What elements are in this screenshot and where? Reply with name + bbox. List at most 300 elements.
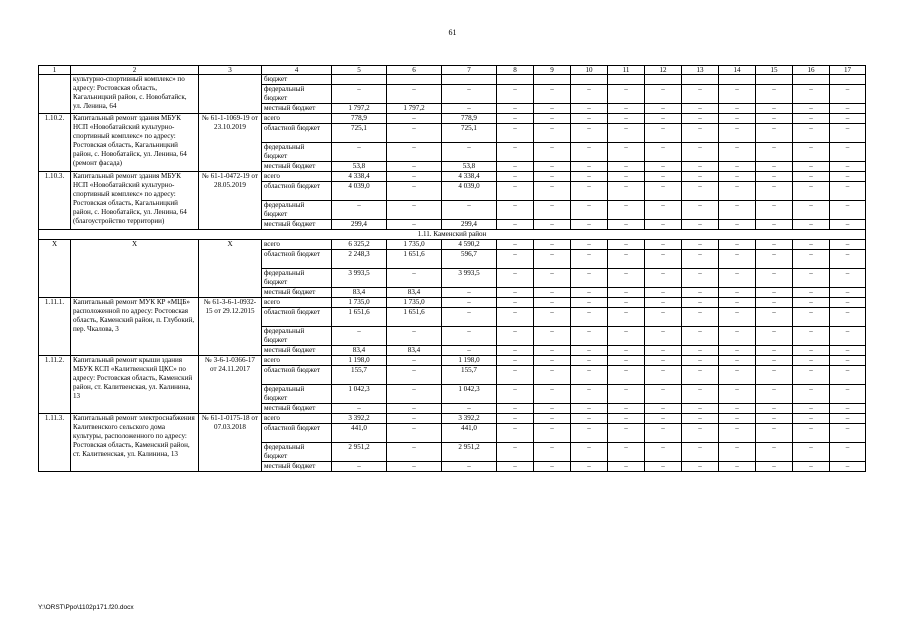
budget-source: областной бюджет bbox=[262, 124, 332, 143]
year-amount-cell: – bbox=[793, 104, 830, 114]
budget-source: местный бюджет bbox=[262, 404, 332, 414]
year-amount-cell: – bbox=[682, 114, 719, 124]
year-amount-cell: – bbox=[719, 124, 756, 143]
amount-cell: 1 797,2 bbox=[387, 104, 442, 114]
year-amount-cell: – bbox=[645, 182, 682, 201]
year-amount-cell: – bbox=[756, 269, 793, 288]
year-amount-cell: – bbox=[830, 114, 866, 124]
year-amount-cell: – bbox=[756, 104, 793, 114]
column-number: 11 bbox=[608, 66, 645, 75]
amount-cell: 4 338,4 bbox=[332, 172, 387, 182]
amount-cell: – bbox=[442, 346, 497, 356]
object-description: Капитальный ремонт здания МБУК НСП «Новобатайский культурно-спортивный комплекс» по адресу: Ростовская область, Кагальницкий район, с. Новобатайск, ул. Ленина, 64 (благоустройство территории) bbox=[71, 172, 199, 230]
year-amount-cell: – bbox=[830, 201, 866, 220]
budget-source: местный бюджет bbox=[262, 220, 332, 230]
expertise-number bbox=[199, 75, 262, 114]
year-amount-cell: – bbox=[756, 443, 793, 462]
budget-source: местный бюджет bbox=[262, 162, 332, 172]
year-amount-cell: – bbox=[608, 269, 645, 288]
year-amount-cell: – bbox=[534, 269, 571, 288]
year-amount-cell: – bbox=[497, 404, 534, 414]
item-number: 1.10.2. bbox=[39, 114, 71, 172]
year-amount-cell: – bbox=[608, 182, 645, 201]
year-amount-cell: – bbox=[830, 356, 866, 366]
year-amount-cell: – bbox=[608, 124, 645, 143]
amount-cell: 441,0 bbox=[332, 424, 387, 443]
amount-cell: – bbox=[387, 124, 442, 143]
year-amount-cell: – bbox=[756, 462, 793, 472]
table-row bbox=[39, 240, 866, 250]
year-amount-cell: – bbox=[682, 182, 719, 201]
year-amount-cell: – bbox=[793, 143, 830, 162]
year-amount-cell: – bbox=[645, 220, 682, 230]
year-amount-cell: – bbox=[793, 172, 830, 182]
year-amount-cell: – bbox=[756, 162, 793, 172]
year-amount-cell: – bbox=[719, 172, 756, 182]
amount-cell: 1 797,2 bbox=[332, 104, 387, 114]
amount-cell: – bbox=[332, 327, 387, 346]
column-number: 8 bbox=[497, 66, 534, 75]
object-description: Капитальный ремонт МУК КР «МЦБ» расположенной по адресу: Ростовская область, Каменский район, п. Глубокий, пер. Чкалова, 3 bbox=[71, 298, 199, 356]
year-amount-cell: – bbox=[497, 298, 534, 308]
section-title: 1.11. Каменский район bbox=[39, 230, 866, 240]
amount-cell: – bbox=[387, 201, 442, 220]
amount-cell: 3 993,5 bbox=[442, 269, 497, 288]
year-amount-cell: – bbox=[497, 346, 534, 356]
year-amount-cell: – bbox=[793, 288, 830, 298]
amount-cell: – bbox=[387, 220, 442, 230]
year-amount-cell: – bbox=[608, 385, 645, 404]
year-amount-cell: – bbox=[793, 250, 830, 269]
amount-cell: 4 590,2 bbox=[442, 240, 497, 250]
year-amount-cell: – bbox=[534, 104, 571, 114]
year-amount-cell: – bbox=[756, 250, 793, 269]
year-amount-cell: – bbox=[756, 308, 793, 327]
year-amount-cell: – bbox=[830, 308, 866, 327]
amount-cell: – bbox=[387, 404, 442, 414]
amount-cell: – bbox=[387, 182, 442, 201]
amount-cell: 1 198,0 bbox=[442, 356, 497, 366]
year-amount-cell: – bbox=[830, 124, 866, 143]
year-amount-cell: – bbox=[645, 124, 682, 143]
amount-cell: – bbox=[387, 85, 442, 104]
year-amount-cell: – bbox=[571, 85, 608, 104]
amount-cell: – bbox=[442, 104, 497, 114]
budget-source: федеральный бюджет bbox=[262, 201, 332, 220]
year-amount-cell: – bbox=[645, 356, 682, 366]
year-amount-cell: – bbox=[497, 172, 534, 182]
year-amount-cell bbox=[645, 75, 682, 85]
year-amount-cell: – bbox=[756, 356, 793, 366]
year-amount-cell: – bbox=[793, 308, 830, 327]
year-amount-cell bbox=[682, 75, 719, 85]
year-amount-cell: – bbox=[608, 462, 645, 472]
year-amount-cell: – bbox=[608, 250, 645, 269]
year-amount-cell: – bbox=[497, 104, 534, 114]
amount-cell: 155,7 bbox=[332, 366, 387, 385]
column-number: 2 bbox=[71, 66, 199, 75]
year-amount-cell: – bbox=[793, 124, 830, 143]
amount-cell bbox=[387, 75, 442, 85]
year-amount-cell: – bbox=[830, 288, 866, 298]
year-amount-cell: – bbox=[534, 462, 571, 472]
amount-cell: 1 651,6 bbox=[387, 308, 442, 327]
year-amount-cell: – bbox=[830, 85, 866, 104]
amount-cell: 1 042,3 bbox=[332, 385, 387, 404]
year-amount-cell: – bbox=[719, 404, 756, 414]
amount-cell: – bbox=[332, 462, 387, 472]
year-amount-cell bbox=[719, 75, 756, 85]
budget-source: федеральный бюджет bbox=[262, 85, 332, 104]
year-amount-cell: – bbox=[497, 240, 534, 250]
expertise-number: № 3-6-1-0366-17 от 24.11.2017 bbox=[199, 356, 262, 414]
amount-cell: – bbox=[442, 462, 497, 472]
year-amount-cell: – bbox=[830, 269, 866, 288]
year-amount-cell: – bbox=[645, 327, 682, 346]
year-amount-cell: – bbox=[682, 162, 719, 172]
year-amount-cell: – bbox=[756, 366, 793, 385]
year-amount-cell: – bbox=[608, 162, 645, 172]
year-amount-cell: – bbox=[756, 346, 793, 356]
year-amount-cell: – bbox=[793, 182, 830, 201]
year-amount-cell: – bbox=[756, 414, 793, 424]
expertise-number: № 61-3-6-1-0932-15 от 29.12.2015 bbox=[199, 298, 262, 356]
year-amount-cell: – bbox=[608, 220, 645, 230]
year-amount-cell: – bbox=[682, 288, 719, 298]
amount-cell: – bbox=[332, 85, 387, 104]
year-amount-cell: – bbox=[497, 114, 534, 124]
amount-cell: – bbox=[387, 143, 442, 162]
year-amount-cell: – bbox=[830, 250, 866, 269]
year-amount-cell: – bbox=[608, 85, 645, 104]
year-amount-cell: – bbox=[608, 308, 645, 327]
amount-cell: – bbox=[442, 327, 497, 346]
year-amount-cell: – bbox=[571, 424, 608, 443]
budget-source: местный бюджет bbox=[262, 462, 332, 472]
amount-cell: 1 651,6 bbox=[332, 308, 387, 327]
budget-source: местный бюджет bbox=[262, 104, 332, 114]
year-amount-cell: – bbox=[497, 269, 534, 288]
year-amount-cell: – bbox=[756, 385, 793, 404]
year-amount-cell: – bbox=[608, 346, 645, 356]
year-amount-cell: – bbox=[497, 308, 534, 327]
year-amount-cell: – bbox=[756, 298, 793, 308]
year-amount-cell: – bbox=[756, 85, 793, 104]
year-amount-cell: – bbox=[830, 162, 866, 172]
year-amount-cell: – bbox=[682, 346, 719, 356]
object-description: Капитальный ремонт здания МБУК НСП «Новобатайский культурно-спортивный комплекс» по адресу: Ростовская область, Кагальницкий район, с. Новобатайск, ул. Ленина, 64 (ремонт фасада) bbox=[71, 114, 199, 172]
budget-source: областной бюджет bbox=[262, 308, 332, 327]
year-amount-cell: – bbox=[645, 308, 682, 327]
year-amount-cell: – bbox=[719, 385, 756, 404]
amount-cell: 53,8 bbox=[332, 162, 387, 172]
year-amount-cell: – bbox=[682, 443, 719, 462]
year-amount-cell: – bbox=[497, 414, 534, 424]
year-amount-cell: – bbox=[534, 424, 571, 443]
year-amount-cell: – bbox=[571, 269, 608, 288]
amount-cell: 299,4 bbox=[332, 220, 387, 230]
year-amount-cell: – bbox=[645, 143, 682, 162]
budget-source: федеральный бюджет bbox=[262, 443, 332, 462]
amount-cell: – bbox=[332, 143, 387, 162]
year-amount-cell: – bbox=[645, 298, 682, 308]
year-amount-cell: – bbox=[830, 298, 866, 308]
year-amount-cell: – bbox=[645, 288, 682, 298]
year-amount-cell: – bbox=[534, 298, 571, 308]
year-amount-cell: – bbox=[497, 124, 534, 143]
year-amount-cell: – bbox=[793, 240, 830, 250]
amount-cell: 83,4 bbox=[332, 288, 387, 298]
year-amount-cell: – bbox=[793, 356, 830, 366]
column-number: 10 bbox=[571, 66, 608, 75]
amount-cell: 3 993,5 bbox=[332, 269, 387, 288]
year-amount-cell: – bbox=[719, 327, 756, 346]
year-amount-cell: – bbox=[719, 182, 756, 201]
amount-cell: 1 735,0 bbox=[332, 298, 387, 308]
object-description: культурно-спортивный комплекс» по адресу: Ростовская область, Кагальницкий район, с. Новобатайск, ул. Ленина, 64 bbox=[71, 75, 199, 114]
year-amount-cell: – bbox=[571, 346, 608, 356]
year-amount-cell: – bbox=[682, 220, 719, 230]
amount-cell: – bbox=[387, 327, 442, 346]
year-amount-cell: – bbox=[756, 424, 793, 443]
year-amount-cell: – bbox=[571, 462, 608, 472]
year-amount-cell: – bbox=[830, 182, 866, 201]
year-amount-cell: – bbox=[497, 201, 534, 220]
amount-cell: – bbox=[442, 298, 497, 308]
budget-source: местный бюджет bbox=[262, 288, 332, 298]
year-amount-cell: – bbox=[534, 201, 571, 220]
year-amount-cell: – bbox=[830, 385, 866, 404]
year-amount-cell: – bbox=[756, 288, 793, 298]
amount-cell: 4 039,0 bbox=[332, 182, 387, 201]
year-amount-cell: – bbox=[608, 327, 645, 346]
year-amount-cell: – bbox=[571, 288, 608, 298]
column-number: 3 bbox=[199, 66, 262, 75]
year-amount-cell: – bbox=[756, 182, 793, 201]
year-amount-cell: – bbox=[719, 414, 756, 424]
expertise-number: № 61-1-1069-19 от 23.10.2019 bbox=[199, 114, 262, 172]
year-amount-cell: – bbox=[497, 385, 534, 404]
year-amount-cell: – bbox=[830, 404, 866, 414]
item-number: Х bbox=[39, 240, 71, 298]
year-amount-cell: – bbox=[682, 327, 719, 346]
year-amount-cell: – bbox=[756, 172, 793, 182]
year-amount-cell: – bbox=[682, 385, 719, 404]
year-amount-cell: – bbox=[608, 414, 645, 424]
year-amount-cell: – bbox=[756, 114, 793, 124]
year-amount-cell: – bbox=[608, 240, 645, 250]
year-amount-cell: – bbox=[645, 385, 682, 404]
year-amount-cell: – bbox=[756, 240, 793, 250]
budget-source: всего bbox=[262, 356, 332, 366]
amount-cell: 778,9 bbox=[332, 114, 387, 124]
amount-cell: 441,0 bbox=[442, 424, 497, 443]
year-amount-cell: – bbox=[719, 162, 756, 172]
year-amount-cell: – bbox=[534, 250, 571, 269]
year-amount-cell: – bbox=[497, 85, 534, 104]
year-amount-cell: – bbox=[645, 366, 682, 385]
year-amount-cell: – bbox=[682, 172, 719, 182]
year-amount-cell: – bbox=[793, 462, 830, 472]
year-amount-cell: – bbox=[571, 356, 608, 366]
year-amount-cell: – bbox=[719, 288, 756, 298]
amount-cell: – bbox=[332, 404, 387, 414]
year-amount-cell bbox=[571, 75, 608, 85]
year-amount-cell: – bbox=[534, 288, 571, 298]
year-amount-cell bbox=[756, 75, 793, 85]
column-number: 17 bbox=[830, 66, 866, 75]
year-amount-cell: – bbox=[497, 220, 534, 230]
budget-source: областной бюджет bbox=[262, 182, 332, 201]
column-number: 15 bbox=[756, 66, 793, 75]
year-amount-cell: – bbox=[793, 85, 830, 104]
amount-cell: 725,1 bbox=[442, 124, 497, 143]
year-amount-cell: – bbox=[571, 443, 608, 462]
amount-cell: – bbox=[387, 462, 442, 472]
year-amount-cell: – bbox=[534, 366, 571, 385]
column-number: 13 bbox=[682, 66, 719, 75]
year-amount-cell: – bbox=[497, 327, 534, 346]
year-amount-cell: – bbox=[571, 250, 608, 269]
year-amount-cell: – bbox=[682, 269, 719, 288]
year-amount-cell: – bbox=[534, 308, 571, 327]
amount-cell: 2 951,2 bbox=[442, 443, 497, 462]
amount-cell bbox=[442, 75, 497, 85]
table-row bbox=[39, 75, 866, 85]
amount-cell: – bbox=[442, 404, 497, 414]
year-amount-cell: – bbox=[571, 308, 608, 327]
year-amount-cell: – bbox=[534, 356, 571, 366]
amount-cell: – bbox=[442, 143, 497, 162]
year-amount-cell: – bbox=[682, 143, 719, 162]
amount-cell: – bbox=[442, 308, 497, 327]
year-amount-cell: – bbox=[719, 462, 756, 472]
year-amount-cell: – bbox=[682, 404, 719, 414]
column-number: 5 bbox=[332, 66, 387, 75]
year-amount-cell: – bbox=[608, 298, 645, 308]
budget-source: федеральный бюджет bbox=[262, 327, 332, 346]
amount-cell: 596,7 bbox=[442, 250, 497, 269]
amount-cell: – bbox=[442, 85, 497, 104]
year-amount-cell: – bbox=[645, 424, 682, 443]
year-amount-cell: – bbox=[645, 414, 682, 424]
amount-cell: – bbox=[387, 443, 442, 462]
year-amount-cell: – bbox=[608, 288, 645, 298]
year-amount-cell: – bbox=[534, 443, 571, 462]
budget-source: областной бюджет bbox=[262, 250, 332, 269]
year-amount-cell: – bbox=[571, 298, 608, 308]
year-amount-cell: – bbox=[571, 220, 608, 230]
year-amount-cell: – bbox=[682, 124, 719, 143]
year-amount-cell: – bbox=[534, 385, 571, 404]
amount-cell: 53,8 bbox=[442, 162, 497, 172]
year-amount-cell: – bbox=[571, 143, 608, 162]
year-amount-cell: – bbox=[719, 443, 756, 462]
budget-source: федеральный бюджет bbox=[262, 143, 332, 162]
year-amount-cell: – bbox=[719, 201, 756, 220]
year-amount-cell: – bbox=[645, 201, 682, 220]
table-row bbox=[39, 414, 866, 424]
year-amount-cell: – bbox=[793, 443, 830, 462]
year-amount-cell: – bbox=[719, 85, 756, 104]
amount-cell: 299,4 bbox=[442, 220, 497, 230]
year-amount-cell: – bbox=[645, 240, 682, 250]
amount-cell: – bbox=[387, 269, 442, 288]
year-amount-cell: – bbox=[534, 414, 571, 424]
object-description: Капитальный ремонт электроснабжения Калитвенского сельского дома культуры, расположенного по адресу: Ростовская область, Каменский район, ст. Калитвенская, ул. Калинина, 13 bbox=[71, 414, 199, 472]
year-amount-cell: – bbox=[645, 443, 682, 462]
amount-cell: 1 042,3 bbox=[442, 385, 497, 404]
budget-source: местный бюджет bbox=[262, 346, 332, 356]
expertise-number: Х bbox=[199, 240, 262, 298]
expertise-number: № 61-1-0472-19 от 28.05.2019 bbox=[199, 172, 262, 230]
year-amount-cell: – bbox=[756, 327, 793, 346]
year-amount-cell: – bbox=[682, 104, 719, 114]
year-amount-cell: – bbox=[497, 143, 534, 162]
year-amount-cell: – bbox=[571, 404, 608, 414]
year-amount-cell: – bbox=[534, 346, 571, 356]
year-amount-cell: – bbox=[608, 114, 645, 124]
amount-cell: – bbox=[387, 172, 442, 182]
page-number: 61 bbox=[448, 28, 457, 37]
amount-cell: 155,7 bbox=[442, 366, 497, 385]
column-number: 16 bbox=[793, 66, 830, 75]
year-amount-cell bbox=[497, 75, 534, 85]
amount-cell: 83,4 bbox=[387, 288, 442, 298]
year-amount-cell: – bbox=[756, 220, 793, 230]
year-amount-cell: – bbox=[571, 124, 608, 143]
year-amount-cell: – bbox=[830, 414, 866, 424]
year-amount-cell: – bbox=[756, 201, 793, 220]
year-amount-cell: – bbox=[608, 172, 645, 182]
year-amount-cell: – bbox=[608, 143, 645, 162]
year-amount-cell: – bbox=[682, 356, 719, 366]
year-amount-cell: – bbox=[830, 327, 866, 346]
year-amount-cell: – bbox=[793, 162, 830, 172]
year-amount-cell: – bbox=[534, 220, 571, 230]
year-amount-cell: – bbox=[719, 143, 756, 162]
year-amount-cell: – bbox=[534, 240, 571, 250]
year-amount-cell: – bbox=[793, 424, 830, 443]
year-amount-cell: – bbox=[608, 404, 645, 414]
year-amount-cell: – bbox=[534, 182, 571, 201]
year-amount-cell: – bbox=[571, 414, 608, 424]
item-number: 1.10.3. bbox=[39, 172, 71, 230]
year-amount-cell: – bbox=[719, 269, 756, 288]
year-amount-cell: – bbox=[682, 424, 719, 443]
year-amount-cell: – bbox=[830, 172, 866, 182]
year-amount-cell: – bbox=[645, 250, 682, 269]
amount-cell: – bbox=[332, 201, 387, 220]
year-amount-cell: – bbox=[830, 220, 866, 230]
amount-cell: 1 735,0 bbox=[387, 298, 442, 308]
amount-cell: – bbox=[442, 201, 497, 220]
year-amount-cell: – bbox=[719, 220, 756, 230]
amount-cell: 4 338,4 bbox=[442, 172, 497, 182]
table-row bbox=[39, 298, 866, 308]
year-amount-cell: – bbox=[719, 298, 756, 308]
amount-cell: 2 248,3 bbox=[332, 250, 387, 269]
year-amount-cell: – bbox=[608, 443, 645, 462]
year-amount-cell bbox=[534, 75, 571, 85]
year-amount-cell: – bbox=[793, 366, 830, 385]
year-amount-cell: – bbox=[719, 114, 756, 124]
year-amount-cell: – bbox=[793, 404, 830, 414]
year-amount-cell: – bbox=[608, 356, 645, 366]
year-amount-cell: – bbox=[608, 201, 645, 220]
item-number: 1.11.3. bbox=[39, 414, 71, 472]
year-amount-cell: – bbox=[571, 327, 608, 346]
